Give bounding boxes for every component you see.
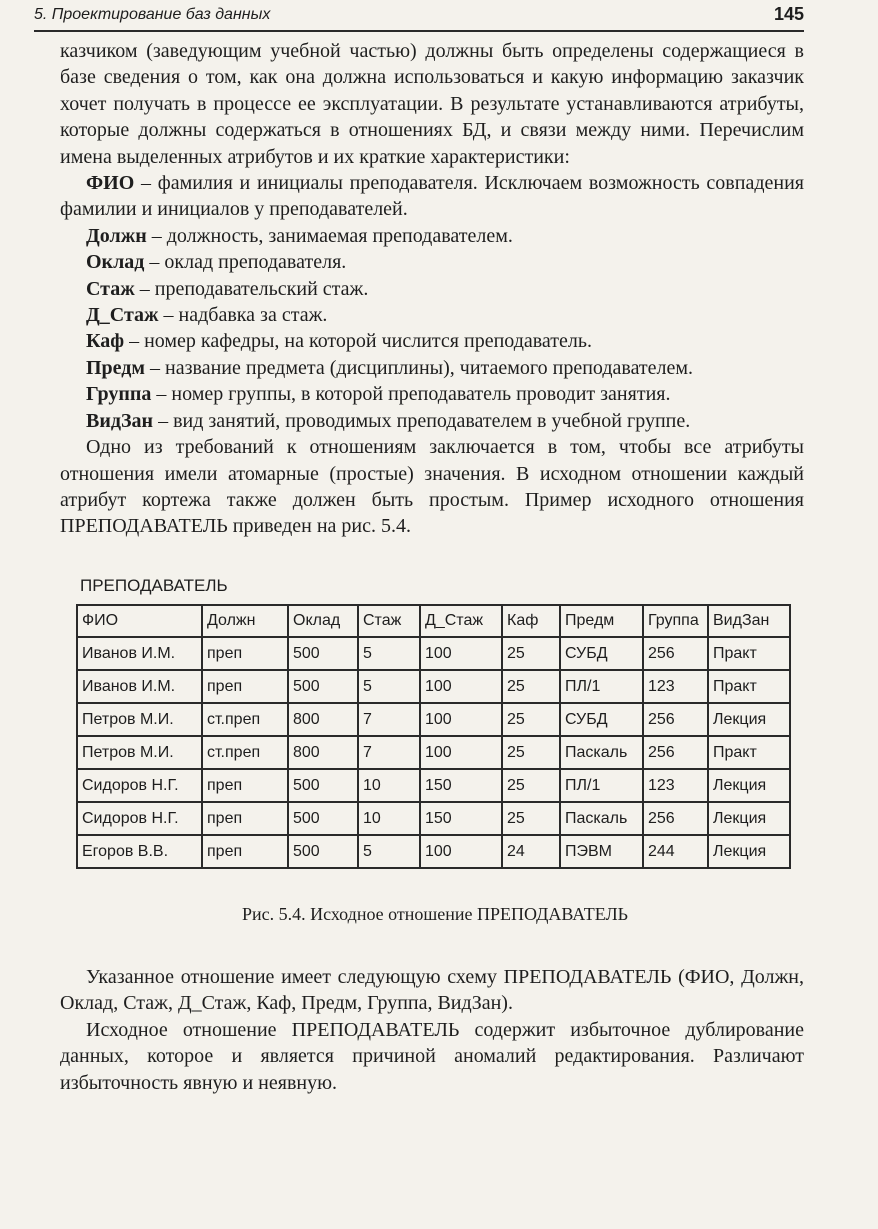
attribute-description: – фамилия и инициалы преподавателя. Исключаем возможность совпадения фамилии и инициалов у преподавателей. bbox=[60, 172, 804, 221]
table-cell: 7 bbox=[358, 703, 420, 736]
table-cell: ПЭВМ bbox=[560, 835, 643, 868]
column-header: ФИО bbox=[77, 605, 202, 637]
table-cell: Егоров В.В. bbox=[77, 835, 202, 868]
table-row bbox=[77, 802, 790, 835]
table-cell: ст.преп bbox=[202, 736, 288, 769]
table-cell: 150 bbox=[420, 769, 502, 802]
table-cell: 500 bbox=[288, 637, 358, 670]
intro-paragraph: казчиком (заведующим учебной частью) должны быть определены содержащиеся в базе сведения о том, как она должна использоваться и какую информацию заказчик хочет получать в процессе ее эксплуатации. В результате устанавливаются атрибуты, которые должны содержаться в отношениях БД, и связи между ними. Перечислим имена выделенных атрибутов и их краткие характеристики: bbox=[60, 40, 804, 168]
table-cell: Лекция bbox=[708, 703, 790, 736]
table-cell: 123 bbox=[643, 670, 708, 703]
table-cell: 500 bbox=[288, 835, 358, 868]
table-cell: Иванов И.М. bbox=[77, 670, 202, 703]
column-header: Группа bbox=[643, 605, 708, 637]
relation-name-label: ПРЕПОДАВАТЕЛЬ bbox=[80, 576, 228, 595]
table-cell: 25 bbox=[502, 736, 560, 769]
table-header-row bbox=[77, 605, 790, 637]
table-cell: 256 bbox=[643, 802, 708, 835]
attribute-list bbox=[60, 170, 804, 434]
table-row bbox=[77, 769, 790, 802]
table-cell: 256 bbox=[643, 736, 708, 769]
table-cell: 100 bbox=[420, 637, 502, 670]
table-cell: Иванов И.М. bbox=[77, 637, 202, 670]
table-cell: 100 bbox=[420, 670, 502, 703]
table-cell: Лекция bbox=[708, 802, 790, 835]
table-cell: 10 bbox=[358, 769, 420, 802]
attribute-item-stazh bbox=[60, 276, 804, 302]
table-row bbox=[77, 736, 790, 769]
table-body bbox=[77, 637, 790, 868]
attribute-name: ВидЗан bbox=[86, 409, 154, 432]
table-cell: ПЛ/1 bbox=[560, 670, 643, 703]
body-text-bottom bbox=[60, 964, 804, 1096]
attribute-item-oklad bbox=[60, 249, 804, 275]
attribute-description: – название предмета (дисциплины), читаемого преподавателем. bbox=[145, 356, 694, 379]
table-cell: преп bbox=[202, 835, 288, 868]
redundancy-paragraph: Исходное отношение ПРЕПОДАВАТЕЛЬ содержит избыточное дублирование данных, которое и является причиной аномалий редактирования. Различают избыточность явную и неявную. bbox=[60, 1018, 804, 1094]
table-cell: 25 bbox=[502, 637, 560, 670]
table-cell: 100 bbox=[420, 703, 502, 736]
table-cell: СУБД bbox=[560, 637, 643, 670]
page-number: 145 bbox=[773, 4, 804, 24]
table-cell: 10 bbox=[358, 802, 420, 835]
attribute-item-fio bbox=[60, 170, 804, 223]
table-cell: Практ bbox=[708, 736, 790, 769]
table-cell: СУБД bbox=[560, 703, 643, 736]
table-cell: 500 bbox=[288, 802, 358, 835]
table-cell: 800 bbox=[288, 736, 358, 769]
table-cell: 100 bbox=[420, 835, 502, 868]
attribute-name: ФИО bbox=[86, 172, 135, 195]
table-cell: 24 bbox=[502, 835, 560, 868]
attribute-name: Д_Стаж bbox=[86, 304, 159, 327]
table-cell: Лекция bbox=[708, 769, 790, 802]
chapter-title: 5. Проектирование баз данных bbox=[34, 6, 271, 23]
table-cell: Сидоров Н.Г. bbox=[77, 769, 202, 802]
attribute-description: – надбавка за стаж. bbox=[158, 304, 328, 327]
attribute-description: – должность, занимаемая преподавателем. bbox=[146, 224, 513, 247]
table-cell: Практ bbox=[708, 670, 790, 703]
table-row bbox=[77, 703, 790, 736]
column-header: Каф bbox=[502, 605, 560, 637]
table-cell: преп bbox=[202, 802, 288, 835]
table-cell: 150 bbox=[420, 802, 502, 835]
table-cell: Лекция bbox=[708, 835, 790, 868]
figure-caption bbox=[0, 904, 878, 925]
attribute-description: – номер кафедры, на которой числится преподаватель. bbox=[124, 330, 593, 353]
table-cell: 25 bbox=[502, 802, 560, 835]
attribute-name: Группа bbox=[86, 383, 152, 406]
column-header: Предм bbox=[560, 605, 643, 637]
table-cell: Петров М.И. bbox=[77, 736, 202, 769]
table-cell: Практ bbox=[708, 637, 790, 670]
attribute-item-d-stazh bbox=[60, 302, 804, 328]
table-row bbox=[77, 637, 790, 670]
attribute-item-dolzhn bbox=[60, 223, 804, 249]
attribute-item-gruppa bbox=[60, 381, 804, 407]
figure-caption-text: Рис. 5.4. Исходное отношение ПРЕПОДАВАТЕЛЬ bbox=[241, 904, 628, 924]
table-cell: преп bbox=[202, 637, 288, 670]
table-cell: 5 bbox=[358, 670, 420, 703]
running-header bbox=[34, 4, 804, 32]
relation-table bbox=[76, 604, 791, 869]
attribute-description: – номер группы, в которой преподаватель проводит занятия. bbox=[151, 383, 671, 406]
table-cell: преп bbox=[202, 769, 288, 802]
table-cell: 256 bbox=[643, 637, 708, 670]
table-cell: 500 bbox=[288, 769, 358, 802]
table-cell: преп bbox=[202, 670, 288, 703]
table-cell: 25 bbox=[502, 703, 560, 736]
table-cell: 256 bbox=[643, 703, 708, 736]
column-header: Оклад bbox=[288, 605, 358, 637]
atomic-paragraph: Одно из требований к отношениям заключается в том, чтобы все атрибуты отношения имели атомарные (простые) значения. В исходном отношении каждый атрибут кортежа также должен быть простым. Пример исходного отношения ПРЕПОДАВАТЕЛЬ приведен на рис. 5.4. bbox=[60, 436, 804, 538]
table-cell: 25 bbox=[502, 670, 560, 703]
column-header: ВидЗан bbox=[708, 605, 790, 637]
table-cell: 800 bbox=[288, 703, 358, 736]
table-cell: 5 bbox=[358, 835, 420, 868]
attribute-name: Каф bbox=[86, 330, 125, 353]
table-cell: 100 bbox=[420, 736, 502, 769]
table-cell: ПЛ/1 bbox=[560, 769, 643, 802]
attribute-description: – оклад преподавателя. bbox=[144, 251, 347, 274]
attribute-description: – преподавательский стаж. bbox=[134, 277, 369, 300]
body-text-top bbox=[60, 38, 804, 540]
table-row bbox=[77, 670, 790, 703]
column-header: Стаж bbox=[358, 605, 420, 637]
attribute-item-vidzan bbox=[60, 408, 804, 434]
table-cell: 244 bbox=[643, 835, 708, 868]
table-cell: Петров М.И. bbox=[77, 703, 202, 736]
attribute-item-kaf bbox=[60, 328, 804, 354]
table-cell: Паскаль bbox=[560, 802, 643, 835]
column-header: Д_Стаж bbox=[420, 605, 502, 637]
table-cell: Паскаль bbox=[560, 736, 643, 769]
table-cell: 5 bbox=[358, 637, 420, 670]
attribute-description: – вид занятий, проводимых преподавателем в учебной группе. bbox=[153, 409, 691, 432]
table-cell: 123 bbox=[643, 769, 708, 802]
table-cell: 25 bbox=[502, 769, 560, 802]
attribute-name: Оклад bbox=[86, 251, 145, 274]
table-cell: Сидоров Н.Г. bbox=[77, 802, 202, 835]
schema-paragraph: Указанное отношение имеет следующую схему ПРЕПОДАВАТЕЛЬ (ФИО, Должн, Оклад, Стаж, Д_Стаж, Каф, Предм, Группа, ВидЗан). bbox=[60, 966, 804, 1015]
table-cell: 7 bbox=[358, 736, 420, 769]
table-cell: ст.преп bbox=[202, 703, 288, 736]
attribute-name: Должн bbox=[86, 224, 147, 247]
table-cell: 500 bbox=[288, 670, 358, 703]
attribute-name: Стаж bbox=[86, 277, 135, 300]
attribute-name: Предм bbox=[86, 356, 146, 379]
table-row bbox=[77, 835, 790, 868]
column-header: Должн bbox=[202, 605, 288, 637]
attribute-item-predm bbox=[60, 355, 804, 381]
